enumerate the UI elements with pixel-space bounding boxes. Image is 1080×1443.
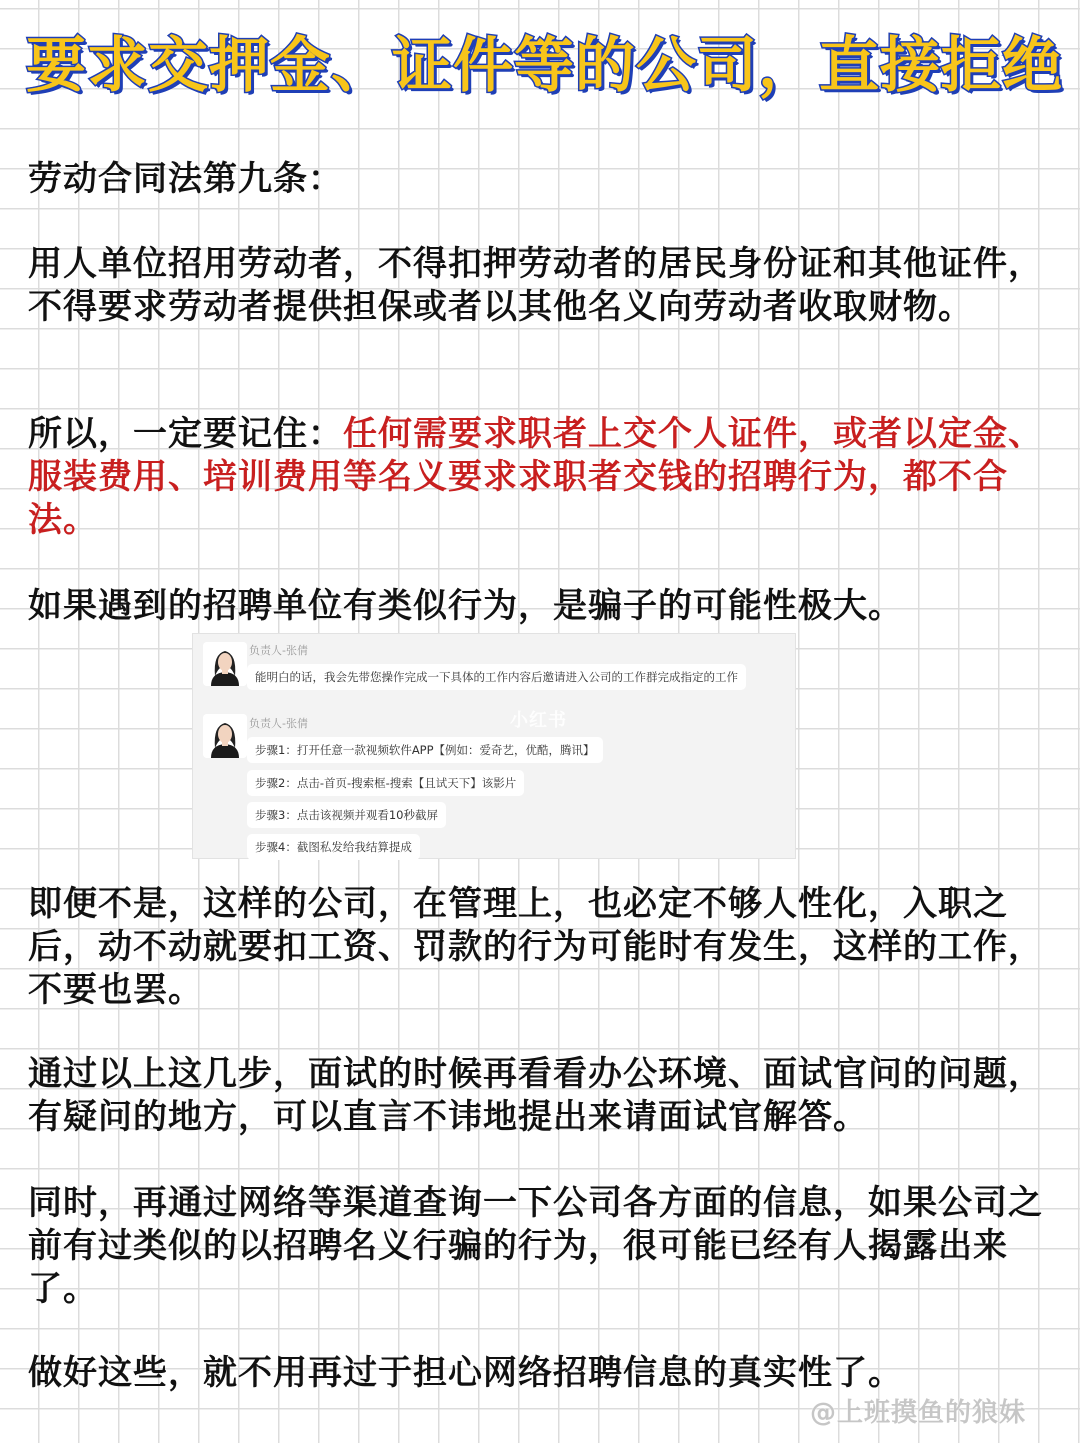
online-check-paragraph: 同时，再通过网络等渠道查询一下公司各方面的信息，如果公司之前有过类似的以招聘名义行骗的行为，很可能已经有人揭露出来了。 [28,1183,1043,1309]
chat-message-bubble: 能明白的话，我会先带您操作完成一下具体的工作内容后邀请进入公司的工作群完成指定的工作 [247,664,746,690]
law-text: 用人单位招用劳动者，不得扣押劳动者的居民身份证和其他证件，不得要求劳动者提供担保或者以其他名义向劳动者收取财物。 [28,244,1043,327]
chat-step: 步骤4：截图私发给我结算提成 [247,834,420,860]
avatar [203,714,247,758]
chat-step: 步骤1：打开任意一款视频软件APP【例如：爱奇艺，优酷，腾讯】 [247,737,603,763]
page-title: 要求交押金、证件等的公司，直接拒绝 [26,31,1063,101]
management-paragraph: 即便不是，这样的公司，在管理上，也必定不够人性化，入职之后，动不动就要扣工资、罚款的行为可能时有发生，这样的工作，不要也罢。 [28,884,1043,1010]
remember-highlight: 任何需要求职者上交个人证件，或者以定金、服装费用、培训费用等名义要求求职者交钱的招聘行为，都不合法。 [28,414,1043,540]
law-heading: 劳动合同法第九条： [28,159,343,199]
chat-watermark: 小红书 [510,710,567,731]
chat-step: 步骤3：点击该视频并观看10秒截屏 [247,802,446,828]
chat-screenshot [192,633,796,859]
remember-prefix: 所以，一定要记住： [28,414,343,454]
remember-paragraph [28,413,1056,542]
closing-paragraph: 做好这些，就不用再过于担心网络招聘信息的真实性了。 [28,1353,903,1393]
chat-sender-name: 负责人-张倩 [249,717,308,730]
avatar [203,642,247,686]
chat-step: 步骤2：点击-首页-搜索框-搜索【且试天下】该影片 [247,770,524,796]
author-watermark: @上班摸鱼的狼妹 [809,1398,1026,1428]
scam-warning: 如果遇到的招聘单位有类似行为，是骗子的可能性极大。 [28,586,903,626]
interview-paragraph: 通过以上这几步，面试的时候再看看办公环境、面试官问的问题，有疑问的地方，可以直言不讳地提出来请面试官解答。 [28,1054,1043,1137]
chat-sender-name: 负责人-张倩 [249,644,308,657]
